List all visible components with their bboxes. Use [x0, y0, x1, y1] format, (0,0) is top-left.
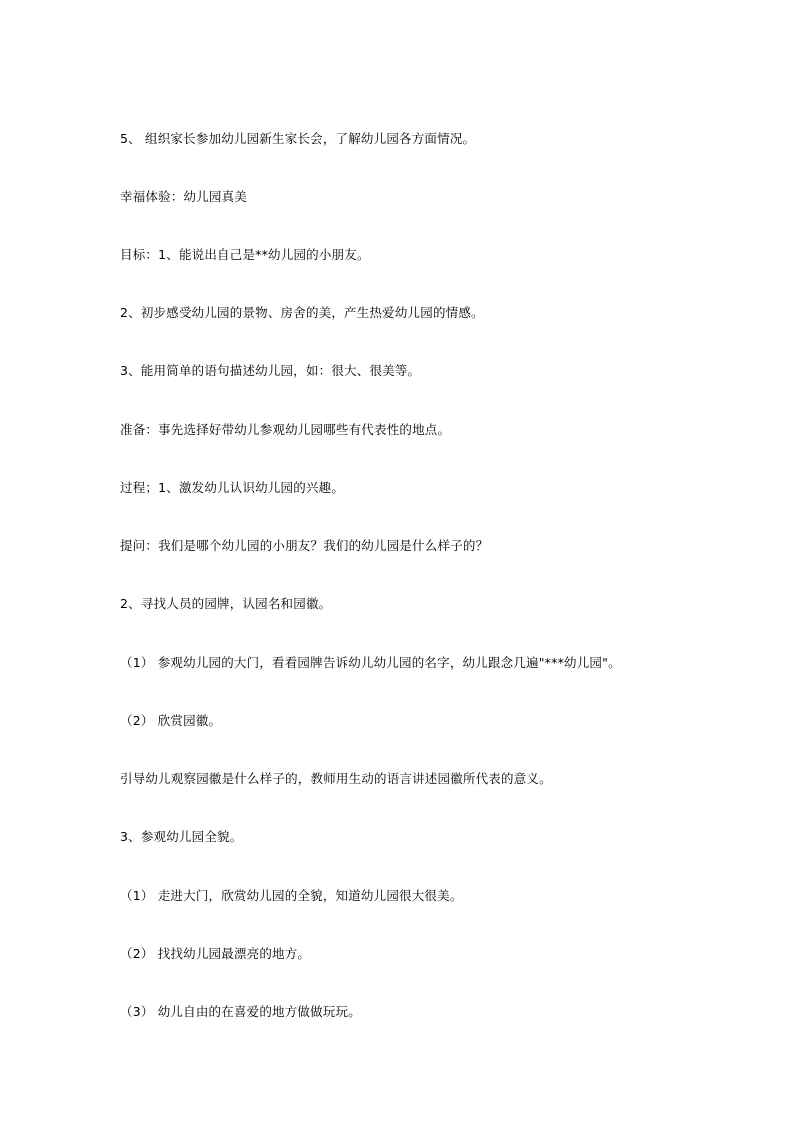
- text-line: （1） 走进大门，欣赏幼儿园的全貌，知道幼儿园很大很美。: [120, 888, 463, 903]
- text-line: 准备：事先选择好带幼儿参观幼儿园哪些有代表性的地点。: [120, 422, 451, 437]
- text-line: （2） 欣赏园徽。: [120, 713, 222, 728]
- text-line: 过程；1、激发幼儿认识幼儿园的兴趣。: [120, 480, 345, 495]
- text-line: 3、参观幼儿园全貌。: [120, 829, 243, 844]
- text-line: （3） 幼儿自由的在喜爱的地方做做玩玩。: [120, 1004, 361, 1019]
- text-line: 引导幼儿观察园徽是什么样子的，教师用生动的语言讲述园徽所代表的意义。: [120, 771, 552, 786]
- text-line: 5、 组织家长参加幼儿园新生家长会，了解幼儿园各方面情况。: [120, 131, 476, 146]
- text-line: （1） 参观幼儿园的大门，看看园牌告诉幼儿幼儿园的名字，幼儿跟念几遍"***幼儿园"。: [120, 655, 621, 670]
- text-line: 3、能用简单的语句描述幼儿园，如：很大、很美等。: [120, 363, 421, 378]
- text-line: 2、寻找人员的园牌，认园名和园徽。: [120, 596, 332, 611]
- text-line: 幸福体验：幼儿园真美: [120, 189, 248, 204]
- text-line: 提问：我们是哪个幼儿园的小朋友？我们的幼儿园是什么样子的？: [120, 538, 489, 553]
- text-line: 2、初步感受幼儿园的景物、房舍的美，产生热爱幼儿园的情感。: [120, 305, 484, 320]
- text-line: （2） 找找幼儿园最漂亮的地方。: [120, 946, 311, 961]
- text-line: 目标：1、能说出自己是**幼儿园的小朋友。: [120, 247, 370, 262]
